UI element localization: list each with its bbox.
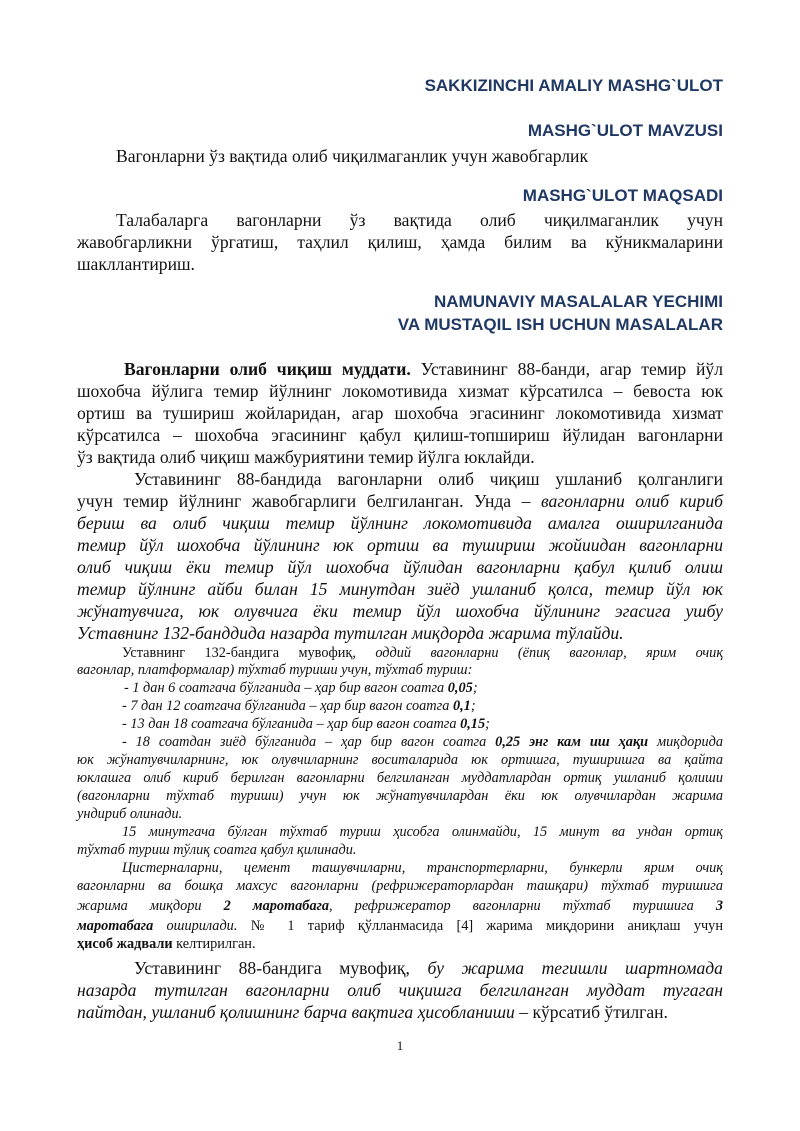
paragraph-3-line: 15 минутгача бўлган тўхтаб туриш ҳисобга олинмайди, 15 минут ва ундан ортиқ — [122, 824, 723, 840]
text-span: миқдорида — [648, 734, 724, 750]
text-span: - 7 дан 12 соатгача бўлганида – ҳар бир вагон соатга — [122, 698, 453, 714]
rate-value: 0,05 — [447, 680, 473, 696]
paragraph-3-line: вагонлар, платформалар) тўхтаб туриши учун, тўхтаб туриш: — [77, 662, 473, 678]
multiplier-value: 3 — [715, 898, 723, 914]
text-span: келтирилган. — [172, 936, 256, 952]
paragraph-3-line: ундириб олинади. — [77, 806, 183, 822]
paragraph-2-line: темир йўл шохобча йўлининг юк ортиш ва тушириш жойиидан вагонларни — [77, 535, 723, 555]
section-heading-line1: NAMUNAVIY MASALALAR YECHIMI — [433, 292, 723, 311]
paragraph-2-line — [77, 490, 723, 512]
topic-heading: MASHG`ULOT MAVZUSI — [527, 121, 723, 140]
goal-line: жавобгарликни ўргатиш, таҳлил қилиш, ҳамда билим ва кўникмаларини — [77, 232, 723, 252]
text-span: , рефрижератор вагонларни тўхтаб туришига — [329, 898, 716, 914]
italic-span: бу жарима тегишли шартномада — [427, 958, 723, 978]
paragraph-2-line: жўнатувчига, юк олувчига ёки темир йўл шохобча йўлининг эгасига ушбу — [77, 601, 723, 621]
bold-term: Вагонларни олиб чиқиш муддати. — [124, 359, 411, 379]
paragraph-2-line: Уставнинг 132-банддида назарда тутилган миқдорда жарима тўлайди. — [77, 623, 624, 643]
text-span: - 18 соатдан зиёд бўлганида – ҳар бир вагон соатга — [122, 734, 496, 750]
italic-span: вагонларни олиб кириб — [541, 491, 723, 511]
italic-span: оширилади. — [153, 918, 238, 934]
italic-span: пайтдан, ушланиб қолишнинг барча вақтига ҳисобланиши — [77, 1002, 515, 1022]
bold-term: ҳисоб жадвали — [77, 936, 173, 952]
paragraph-2-line: олиб чиқиш ёки темир йўл шохобча йўлидан вагонларни қабул қилиб олиш — [77, 557, 723, 577]
text-span: учун темир йўлнинг жавобгарлиги белгиланган. Унда – — [77, 491, 542, 511]
rate-list-item: - 1 дан 6 соатгача бўлганида – ҳар бир вагон соатга 0,05; — [124, 680, 478, 696]
paragraph-4-line — [77, 1001, 723, 1023]
text-span: - 13 дан 18 соатгача бўлганида – ҳар бир вагон соатга — [122, 716, 461, 732]
text-span: жарима миқдори — [77, 898, 224, 914]
paragraph-2-line: темир йўлнинг айби билан 15 минутдан зиёд ушланиб қолса, темир йўл юк — [77, 579, 723, 599]
paragraph-1-line — [124, 358, 723, 380]
paragraph-1-line: кўрсатилса – шохобча эгасининг қабул қилиш-топшириш йўлидан вагонларни — [77, 425, 723, 445]
goal-line: шакллантириш. — [77, 254, 195, 274]
multiplier-value: 2 маротабага — [223, 898, 330, 914]
rate-value: 0,1 — [452, 698, 471, 714]
text-span: – кўрсатиб ўтилган. — [514, 1002, 668, 1022]
rate-list-item: - 13 дан 18 соатгача бўлганида – ҳар бир вагон соатга 0,15; — [122, 716, 490, 732]
page-number: 1 — [396, 1038, 404, 1053]
paragraph-1-line: шохобча йўлига темир йўлнинг локомотивида хизмат кўрсатилса – бевоста юк — [77, 381, 723, 401]
paragraph-2-line: бериш ва олиб чиқиш темир йўлнинг локомотивида амалга оширилганида — [77, 513, 723, 533]
paragraph-2-line: Уставининг 88-бандида вагонларни олиб чиқиш ушланиб қолганлиги — [134, 469, 723, 489]
paragraph-4-line: назарда тутилган вагонларни олиб чиқишга белгиланган муддат тугаган — [77, 980, 723, 1000]
paragraph-3-line: (вагонларни тўхтаб туриши) учун юк жўнатувчилардан ёки юк олувчилардан жарима — [77, 788, 723, 804]
text-span: Уставининг 88-банди, агар темир йўл — [410, 359, 723, 379]
italic-span: оддий вагонларни (ёпиқ вагонлар, ярим очиқ — [375, 645, 724, 661]
goal-line: Талабаларга вагонларни ўз вақтида олиб чиқилмаганлик учун — [116, 210, 723, 230]
paragraph-3-line — [77, 936, 723, 953]
multiplier-value: маротабага — [77, 918, 154, 934]
paragraph-1-line: ортиш ва тушириш жойларидан, агар шохобча эгасининг локомотивида хизмат — [77, 403, 723, 423]
practical-lesson-title: SAKKIZINCHI AMALIY MASHG`ULOT — [424, 76, 723, 95]
text-span: - 1 дан 6 соатгача бўлганида – ҳар бир вагон соатга — [124, 680, 448, 696]
topic-text: Вагонларни ўз вақтида олиб чиқилмаганлик учун жавобгарлик — [116, 146, 588, 166]
paragraph-3-line: Цистерналарни, цемент ташувчиларни, транспортерларни, бункерли ярим очиқ — [122, 860, 723, 876]
text-span: Уставининг 88-бандига мувофиқ, — [134, 958, 428, 978]
paragraph-3-line: юк жўнатувчиларнинг, юк олувчиларнинг воситаларида юк ортишга, туширишга ва қайта — [77, 752, 723, 768]
section-heading-line2: VA MUSTAQIL ISH UCHUN MASALALAR — [397, 315, 723, 334]
paragraph-3-line — [122, 645, 723, 662]
rate-list-item — [122, 734, 723, 751]
paragraph-3-line: юклашга олиб кириб берилган вагонларни белгиланган муддатлардан ортиқ ушланиб қолиши — [77, 770, 723, 786]
text-span: Уставнинг 132-бандига мувофиқ, — [122, 645, 376, 661]
paragraph-4-line — [134, 957, 723, 979]
paragraph-1-line: ўз вақтида олиб чиқиш мажбуриятини темир йўлга юклайди. — [77, 447, 535, 467]
rate-value: 0,15 — [460, 716, 486, 732]
paragraph-3-line: вагонларни ва бошқа махсус вагонларни (рефрижераторлардан ташқари) тўхтаб туришига — [77, 878, 723, 894]
text-span: № 1 тариф қўлланмасида [4] жарима миқдорини аниқлаш учун — [237, 918, 723, 934]
goal-heading: MASHG`ULOT MAQSADI — [522, 186, 723, 205]
rate-value: 0,25 энг кам иш ҳақи — [495, 734, 649, 750]
paragraph-3-line — [77, 918, 723, 935]
rate-list-item: - 7 дан 12 соатгача бўлганида – ҳар бир вагон соатга 0,1; — [122, 698, 476, 714]
paragraph-3-line: тўхтаб туриш тўлиқ соатга қабул қилинади. — [77, 842, 357, 858]
paragraph-3-line — [77, 898, 723, 915]
